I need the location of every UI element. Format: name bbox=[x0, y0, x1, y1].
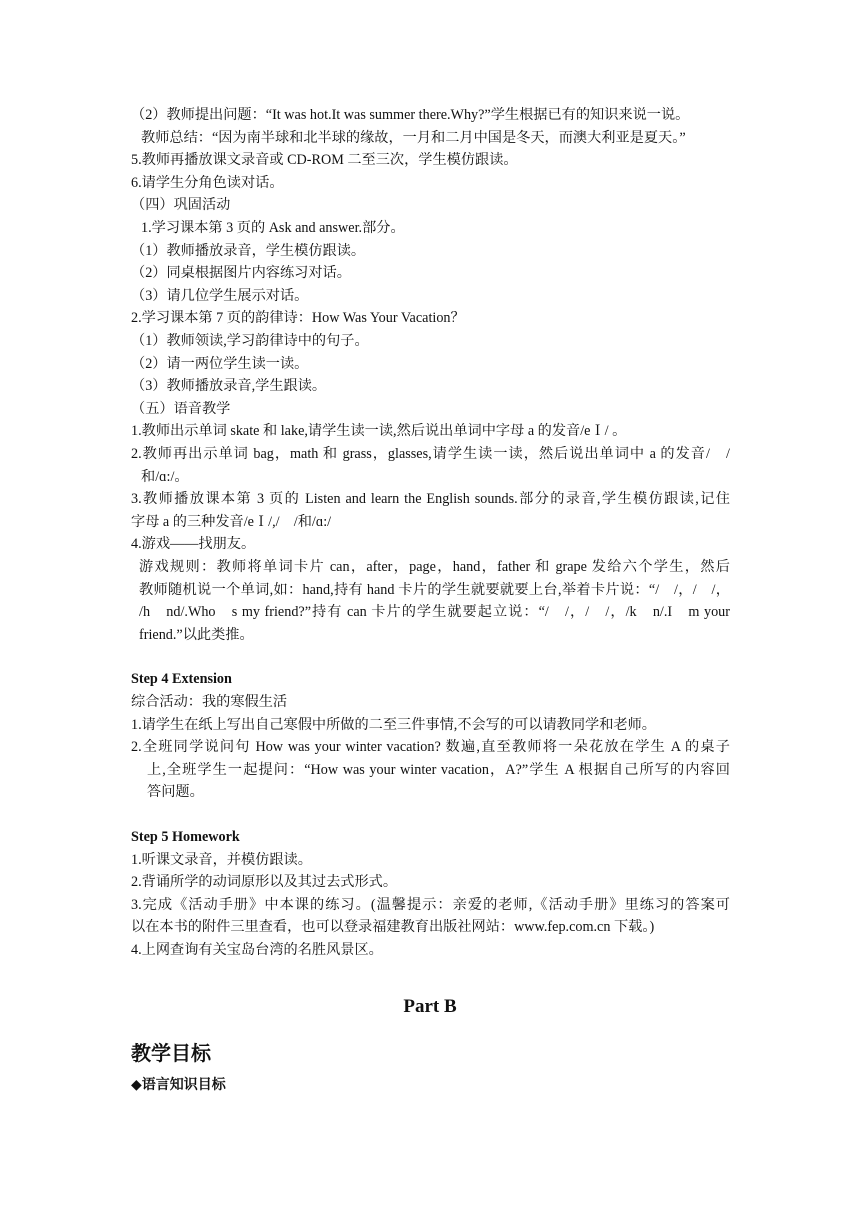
text-line: （3）教师播放录音,学生跟读。 bbox=[131, 378, 327, 394]
text-line: （1）教师播放录音，学生模仿跟读。 bbox=[131, 243, 366, 259]
step-heading: Step 4 Extension bbox=[131, 671, 232, 687]
text-line: 综合活动：我的寒假生活 bbox=[131, 694, 288, 710]
text-line: 1.请学生在纸上写出自己寒假中所做的二至三件事情,不会写的可以请教同学和老师。 bbox=[131, 717, 656, 733]
text-line: friend.”以此类推。 bbox=[139, 627, 254, 643]
text-line: 和/ɑ:/。 bbox=[141, 469, 189, 485]
text-line: 6.请学生分角色读对话。 bbox=[131, 175, 284, 191]
text-line: 上,全班学生一起提问：“How was your winter vacation，A?”学生 A 根据自己所写的内容回 bbox=[147, 762, 730, 778]
text-line: （2）请一两位学生读一读。 bbox=[131, 356, 309, 372]
text-line: 游戏规则：教师将单词卡片 can，after，page，hand，father 和 grape 发给六个学生，然后 bbox=[139, 559, 730, 575]
text-line: 答问题。 bbox=[147, 784, 204, 800]
text-line: 2.教师再出示单词 bag，math 和 grass，glasses,请学生读一读，然后说出单词中 a 的发音/ / bbox=[131, 446, 730, 462]
text-line: （3）请几位学生展示对话。 bbox=[131, 288, 309, 304]
section-heading: 教学目标 bbox=[131, 1041, 211, 1065]
text-line: 5.教师再播放课文录音或 CD-ROM 二至三次，学生模仿跟读。 bbox=[131, 152, 518, 168]
text-line: （2）教师提出问题：“It was hot.It was summer there.Why?”学生根据已有的知识来说一说。 bbox=[131, 107, 690, 123]
text-line: 2.全班同学说问句 How was your winter vacation? 数遍,直至教师将一朵花放在学生 A 的桌子 bbox=[131, 739, 730, 755]
text-line: 1.教师出示单词 skate 和 lake,请学生读一读,然后说出单词中字母 a 的发音/eＩ/ 。 bbox=[131, 423, 627, 439]
step-heading: Step 5 Homework bbox=[131, 829, 240, 845]
text-line: （2）同桌根据图片内容练习对话。 bbox=[131, 265, 351, 281]
text-line: （四）巩固活动 bbox=[131, 197, 231, 213]
text-line: 3.完成《活动手册》中本课的练习。(温馨提示：亲爱的老师,《活动手册》里练习的答案可 bbox=[131, 897, 730, 913]
text-line: /h nd/.Who s my friend?”持有 can 卡片的学生就要起立说：“/ /，/ /，/k n/.I m your bbox=[139, 604, 730, 620]
text-line: 教师随机说一个单词,如：hand,持有 hand 卡片的学生就要就要上台,举着卡片说：“/ /，/ /， bbox=[139, 582, 730, 598]
text-line: 字母 a 的三种发音/eＩ/,/ /和/ɑ:/ bbox=[131, 514, 332, 530]
text-line: 以在本书的附件三里查看，也可以登录福建教育出版社网站：www.fep.com.cn 下载。) bbox=[131, 919, 655, 935]
text-line: 4.游戏——找朋友。 bbox=[131, 536, 256, 552]
subheading: ◆语言知识目标 bbox=[131, 1077, 226, 1093]
text-line: 1.学习课本第 3 页的 Ask and answer.部分。 bbox=[141, 220, 405, 236]
text-line: 教师总结：“因为南半球和北半球的缘故，一月和二月中国是冬天，而澳大利亚是夏天。” bbox=[141, 130, 686, 146]
text-line: 1.听课文录音，并模仿跟读。 bbox=[131, 852, 312, 868]
text-line: 3.教师播放课本第 3 页的 Listen and learn the English sounds.部分的录音,学生模仿跟读,记住 bbox=[131, 491, 730, 507]
part-title: Part B bbox=[403, 996, 457, 1017]
text-line: （五）语音教学 bbox=[131, 401, 231, 417]
text-line: 4.上网查询有关宝岛台湾的名胜风景区。 bbox=[131, 942, 383, 958]
text-line: （1）教师领读,学习韵律诗中的句子。 bbox=[131, 333, 369, 349]
text-line: 2.学习课本第 7 页的韵律诗：How Was Your Vacation？ bbox=[131, 310, 465, 326]
text-line: 2.背诵所学的动词原形以及其过去式形式。 bbox=[131, 874, 398, 890]
